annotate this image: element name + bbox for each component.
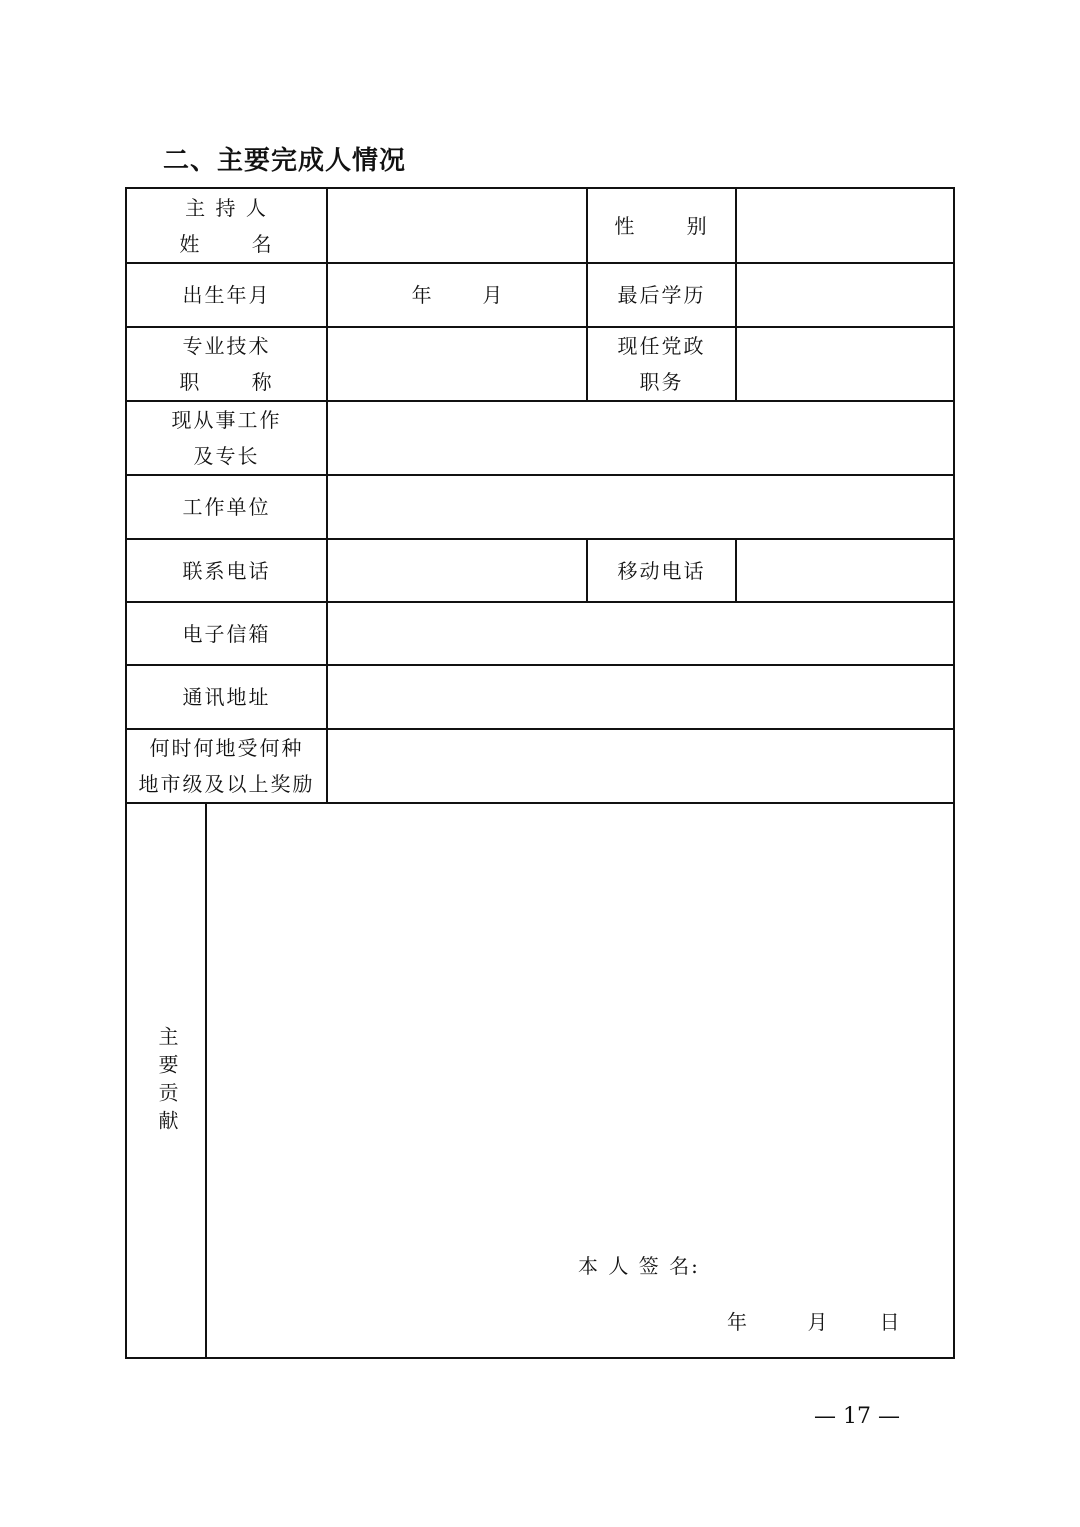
professional-title-label	[127, 328, 326, 400]
phone-label: 联系电话	[182, 558, 271, 583]
awards-label	[127, 730, 326, 802]
gender-label: 性 别	[614, 213, 709, 238]
education-label: 最后学历	[617, 283, 706, 307]
awards-label-line1: 何时何地受何种	[149, 736, 304, 760]
professional-title-field[interactable]	[328, 328, 586, 400]
party-position-label-line1: 现任党政	[617, 334, 706, 358]
current-work-field[interactable]	[328, 402, 955, 474]
party-position-label	[588, 328, 735, 400]
main-contribution-label-text: 主要贡献	[155, 1026, 179, 1138]
address-label: 通讯地址	[182, 685, 271, 709]
work-unit-field[interactable]	[328, 476, 955, 538]
birth-label: 出生年月	[182, 283, 271, 307]
host-name-label-line1: 主 持 人	[185, 195, 268, 220]
address-field[interactable]	[328, 666, 955, 728]
email-label: 电子信箱	[182, 621, 271, 646]
work-unit-label: 工作单位	[182, 495, 271, 519]
page-number: — 17 —	[814, 1404, 900, 1429]
mobile-field[interactable]	[737, 540, 955, 601]
signature-date: 年 月 日	[727, 1310, 902, 1334]
awards-label-line2: 地市级及以上奖励	[138, 772, 315, 796]
party-position-field[interactable]	[737, 328, 955, 400]
education-field[interactable]	[737, 264, 955, 326]
host-name-label	[127, 189, 326, 262]
personnel-info-form	[125, 187, 955, 1359]
current-work-label-line1: 现从事工作	[171, 408, 282, 432]
professional-title-label-line1: 专业技术	[182, 334, 271, 358]
current-work-label-line2: 及专长	[193, 444, 260, 468]
gender-field[interactable]	[737, 189, 955, 262]
signature-label: 本 人 签 名:	[578, 1254, 700, 1278]
host-name-field[interactable]	[328, 189, 586, 262]
current-work-label	[127, 402, 326, 474]
mobile-label: 移动电话	[617, 558, 706, 583]
professional-title-label-line2: 职 称	[179, 370, 274, 394]
party-position-label-line2: 职务	[639, 370, 684, 394]
birth-field[interactable]: 年 月	[411, 283, 503, 307]
main-contribution-label	[127, 803, 207, 1361]
email-field[interactable]	[328, 603, 955, 664]
section-title: 二、主要完成人情况	[163, 146, 407, 176]
host-name-label-line2: 姓 名	[179, 231, 274, 256]
phone-field[interactable]	[328, 540, 586, 601]
awards-field[interactable]	[328, 730, 955, 802]
